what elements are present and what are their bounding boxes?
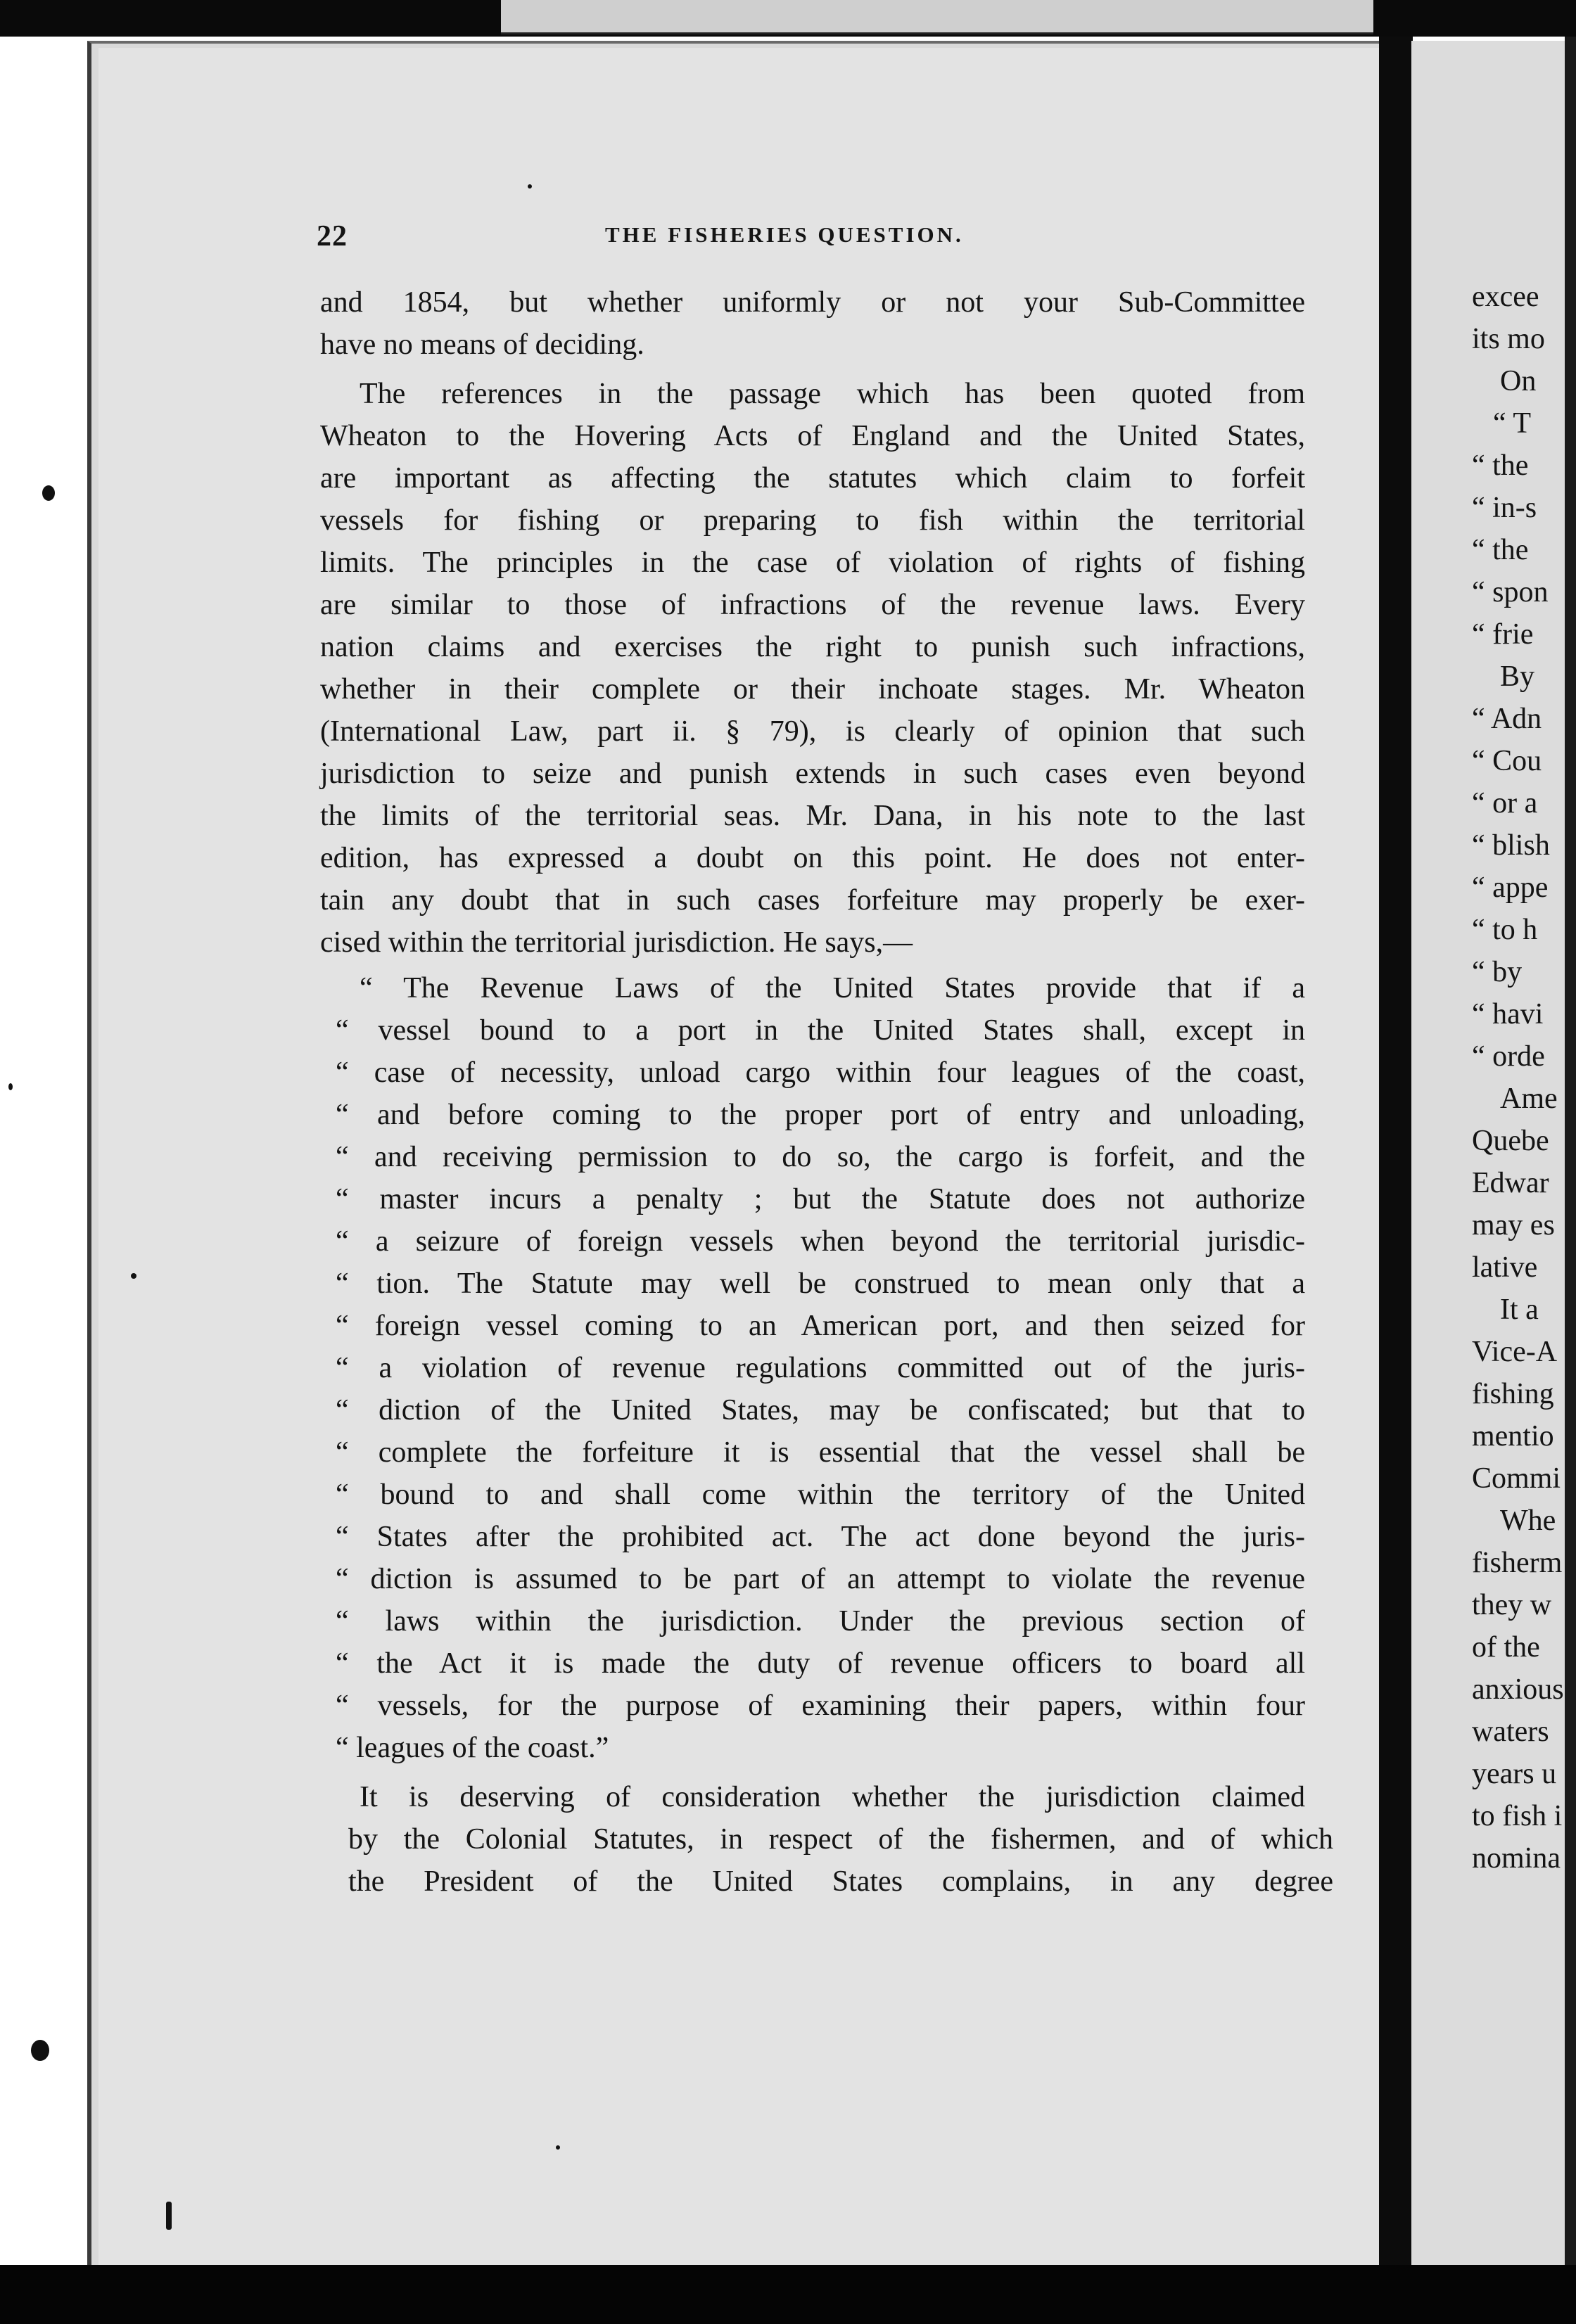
scan-speck bbox=[528, 184, 532, 189]
quote-line: “ diction is assumed to be part of an attempt to violate the revenue bbox=[336, 1563, 1305, 1595]
right-fragment: “ to h bbox=[1472, 914, 1538, 946]
right-fragment: of the bbox=[1472, 1631, 1540, 1664]
quote-line: “ tion. The Statute may well be construed to mean only that a bbox=[336, 1268, 1305, 1300]
quote-line: “ master incurs a penalty ; but the Statute does not authorize bbox=[336, 1183, 1305, 1215]
right-fragment: Edwar bbox=[1472, 1167, 1549, 1199]
body-line: The references in the passage which has been quoted from bbox=[360, 378, 1305, 410]
body-line: and 1854, but whether uniformly or not your Sub-Committee bbox=[320, 286, 1305, 319]
right-fragment: Whe bbox=[1500, 1505, 1556, 1537]
body-line: It is deserving of consideration whether the jurisdiction claimed bbox=[360, 1781, 1305, 1813]
right-fragment: “ havi bbox=[1472, 998, 1544, 1030]
right-fragment: “ Cou bbox=[1472, 745, 1542, 777]
right-fragment: Vice-A bbox=[1472, 1336, 1558, 1368]
body-line: by the Colonial Statutes, in respect of the fishermen, and of which bbox=[348, 1823, 1333, 1856]
right-fragment: lative bbox=[1472, 1251, 1538, 1284]
right-fragment: “ blish bbox=[1472, 829, 1550, 862]
page-number: 22 bbox=[317, 220, 348, 253]
right-fragment: they w bbox=[1472, 1589, 1552, 1621]
right-fragment: “ Adn bbox=[1472, 703, 1542, 735]
quote-line: “ a seizure of foreign vessels when beyond the territorial jurisdic- bbox=[336, 1225, 1305, 1258]
right-fragment: “ spon bbox=[1472, 576, 1549, 608]
right-fragment: anxious bbox=[1472, 1673, 1564, 1706]
scan-right-border bbox=[1565, 37, 1576, 2265]
right-fragment: fishing bbox=[1472, 1378, 1554, 1410]
scan-speck bbox=[131, 1273, 136, 1279]
right-fragment: Commi bbox=[1472, 1462, 1561, 1495]
right-fragment: Ame bbox=[1500, 1083, 1558, 1115]
page-header bbox=[317, 219, 1288, 259]
scan-bottom-border bbox=[0, 2265, 1576, 2324]
body-line: the President of the United States complains, in any degree bbox=[348, 1865, 1333, 1898]
right-fragment: Quebe bbox=[1472, 1125, 1549, 1157]
right-fragment: “ the bbox=[1472, 534, 1529, 566]
running-head: THE FISHERIES QUESTION. bbox=[605, 222, 964, 247]
quote-line: “ and before coming to the proper port of entry and unloading, bbox=[336, 1099, 1305, 1131]
body-line: edition, has expressed a doubt on this point. He does not enter- bbox=[320, 842, 1305, 874]
body-line: jurisdiction to seize and punish extends in such cases even beyond bbox=[320, 758, 1305, 790]
scan-top-tab bbox=[501, 0, 1373, 34]
quote-line: “ diction of the United States, may be confiscated; but that to bbox=[336, 1394, 1305, 1426]
scan-speck bbox=[166, 2202, 172, 2230]
right-fragment: years u bbox=[1472, 1758, 1557, 1790]
right-fragment: By bbox=[1500, 660, 1535, 693]
quote-line: “ case of necessity, unload cargo within four leagues of the coast, bbox=[336, 1056, 1305, 1089]
body-line: whether in their complete or their inchoate stages. Mr. Wheaton bbox=[320, 673, 1305, 706]
quote-line: “ foreign vessel coming to an American port, and then seized for bbox=[336, 1310, 1305, 1342]
quote-line: “ a violation of revenue regulations committed out of the juris- bbox=[336, 1352, 1305, 1384]
right-fragment: It a bbox=[1500, 1294, 1539, 1326]
body-line: tain any doubt that in such cases forfeiture may properly be exer- bbox=[320, 884, 1305, 917]
right-fragment: excee bbox=[1472, 281, 1539, 313]
quote-line: “ vessel bound to a port in the United States shall, except in bbox=[336, 1014, 1305, 1047]
right-fragment: fisherm bbox=[1472, 1547, 1563, 1579]
quote-line: “ the Act it is made the duty of revenue officers to board all bbox=[336, 1647, 1305, 1680]
right-fragment: to fish i bbox=[1472, 1800, 1563, 1832]
body-line: are important as affecting the statutes which claim to forfeit bbox=[320, 462, 1305, 494]
scan-speck bbox=[8, 1083, 13, 1090]
body-line: (International Law, part ii. § 79), is clearly of opinion that such bbox=[320, 715, 1305, 748]
body-line: have no means of deciding. bbox=[320, 328, 644, 361]
quote-line: “ and receiving permission to do so, the cargo is forfeit, and the bbox=[336, 1141, 1305, 1173]
body-line: are similar to those of infractions of the revenue laws. Every bbox=[320, 589, 1305, 621]
scan-speck bbox=[42, 485, 55, 501]
body-line: vessels for fishing or preparing to fish within the territorial bbox=[320, 504, 1305, 537]
scan-speck bbox=[31, 2040, 49, 2061]
scan-speck bbox=[556, 2145, 560, 2150]
body-line: nation claims and exercises the right to punish such infractions, bbox=[320, 631, 1305, 663]
body-line: cised within the territorial jurisdiction. He says,— bbox=[320, 926, 913, 959]
right-fragment: waters bbox=[1472, 1716, 1549, 1748]
right-fragment: may es bbox=[1472, 1209, 1555, 1241]
right-fragment: “ orde bbox=[1472, 1040, 1545, 1073]
body-line: limits. The principles in the case of violation of rights of fishing bbox=[320, 547, 1305, 579]
right-fragment: “ T bbox=[1493, 407, 1532, 440]
right-fragment: “ by bbox=[1472, 956, 1523, 988]
page-gutter bbox=[1379, 37, 1413, 2265]
right-fragment: On bbox=[1500, 365, 1537, 397]
right-fragment: “ in-s bbox=[1472, 492, 1537, 524]
right-fragment: “ frie bbox=[1472, 618, 1534, 651]
quote-line: “ The Revenue Laws of the United States provide that if a bbox=[360, 972, 1305, 1004]
body-line: the limits of the territorial seas. Mr. Dana, in his note to the last bbox=[320, 800, 1305, 832]
right-fragment: mentio bbox=[1472, 1420, 1554, 1452]
right-fragment: nomina bbox=[1472, 1842, 1561, 1875]
quote-line: “ complete the forfeiture it is essential that the vessel shall be bbox=[336, 1436, 1305, 1469]
quote-line: “ vessels, for the purpose of examining their papers, within four bbox=[336, 1690, 1305, 1722]
right-fragment: “ the bbox=[1472, 449, 1529, 482]
quote-line: “ bound to and shall come within the territory of the United bbox=[336, 1479, 1305, 1511]
quote-line: “ leagues of the coast.” bbox=[336, 1732, 609, 1764]
quote-line: “ laws within the jurisdiction. Under the previous section of bbox=[336, 1605, 1305, 1637]
quote-line: “ States after the prohibited act. The act done beyond the juris- bbox=[336, 1521, 1305, 1553]
right-fragment: “ appe bbox=[1472, 872, 1549, 904]
body-line: Wheaton to the Hovering Acts of England and the United States, bbox=[320, 420, 1305, 452]
right-fragment: its mo bbox=[1472, 323, 1545, 355]
right-fragment: “ or a bbox=[1472, 787, 1538, 819]
